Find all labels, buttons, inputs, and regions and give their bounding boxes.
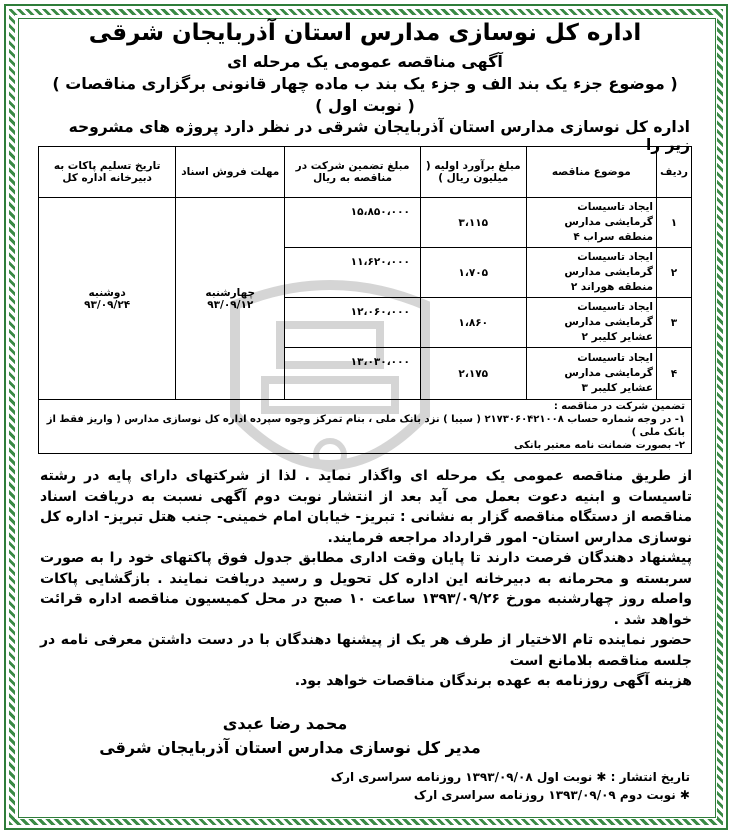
header-row-number: ردیف: [657, 147, 692, 198]
delivery-day: دوشنبه: [88, 286, 126, 299]
body-paragraph-2: پیشنهاد دهندگان فرصت دارند تا پایان وقت اداری مطابق جدول فوق پاکتهای خود را به صورت سربسته و محرمانه به دبیرخانه این اداره کل تحویل و رسید دریافت نمایند . بازگشایی پاکات واصله روز چهارشنبه مورخ ۱۳۹۳/۰۹/۲۶ ساعت ۱۰ صبح در محل کمیسیون مناقصه اداره قرائت خواهد شد .: [40, 550, 692, 628]
notice-round: ( نوبت اول ): [315, 96, 415, 115]
page-title: اداره کل نوسازی مدارس استان آذربایجان شرقی: [88, 20, 642, 46]
row-number: ۴: [657, 348, 692, 400]
notice-subtitle: آگهی مناقصه عمومی یک مرحله ای: [227, 52, 503, 71]
notice-subject: ( موضوع جزء یک بند الف و جزء یک بند ب ماده چهار قانونی برگزاری مناقصات ): [52, 74, 678, 93]
sale-date: ۹۳/۰۹/۱۲: [207, 298, 254, 311]
notes-item-2: ۲- بصورت ضمانت نامه معتبر بانکی: [514, 440, 685, 451]
table-header-row: [39, 147, 692, 198]
row-subject: ایجاد تاسیسات گرمایشی مدارس منطقه سراب ۴: [526, 198, 656, 248]
body-paragraph-3: حضور نماینده تام الاختیار از طرف هر یک از پیشنها دهندگان با در دست داشتن معرفی نامه در جلسه مناقصه بلامانع است: [40, 632, 692, 669]
row-subject: ایجاد تاسیسات گرمایشی مدارس منطقه هوراند ۲: [526, 248, 656, 298]
body-paragraph-4: هزینه آگهی روزنامه به عهده برندگان مناقصات خواهد بود.: [294, 673, 692, 689]
row-guarantee: ۱۱،۶۲۰،۰۰۰: [285, 248, 421, 298]
row-number: ۱: [657, 198, 692, 248]
row-subject: ایجاد تاسیسات گرمایشی مدارس عشایر کلیبر ۳: [526, 348, 656, 400]
sale-day: چهارشنبه: [205, 286, 256, 299]
table-row: [39, 198, 692, 248]
tenders-table: [38, 146, 692, 400]
row-subject: ایجاد تاسیسات گرمایشی مدارس عشایر کلیبر ۲: [526, 298, 656, 348]
guarantee-notes: [38, 396, 692, 454]
row-number: ۳: [657, 298, 692, 348]
header-sale-deadline: مهلت فروش اسناد: [176, 147, 285, 198]
row-guarantee: ۱۳،۰۳۰،۰۰۰: [285, 348, 421, 400]
row-guarantee: ۱۵،۸۵۰،۰۰۰: [285, 198, 421, 248]
sale-deadline-cell: [176, 198, 285, 400]
header-guarantee: مبلغ تضمین شرکت در مناقصه به ریال: [285, 147, 421, 198]
signatory-title: مدیر کل نوسازی مدارس استان آذربایجان شرقی: [99, 738, 481, 757]
row-number: ۲: [657, 248, 692, 298]
delivery-date-cell: [39, 198, 176, 400]
body-paragraph-1: از طریق مناقصه عمومی یک مرحله ای واگذار نماید . لذا از شرکتهای دارای پایه در رشته تاسیسات و ابنیه دعوت بعمل می آید بعد از انتشار نوبت دوم آگهی نسبت به دریافت اسناد مناقصه از دستگاه مناقصه گزار به نشانی : تبریز- خیابان امام خمینی- جنب هتل تبریز- اداره کل نوسازی مدارس استان- امور قرارداد مراجعه فرمایند.: [40, 468, 692, 546]
header-subject: موضوع مناقصه: [526, 147, 656, 198]
header-estimate: مبلغ برآورد اولیه ( میلیون ریال ): [420, 147, 526, 198]
row-guarantee: ۱۲،۰۶۰،۰۰۰: [285, 298, 421, 348]
row-estimate: ۱،۷۰۵: [420, 248, 526, 298]
notes-item-1: ۱- در وجه شماره حساب ۲۱۷۳۰۶۰۴۲۱۰۰۸ ( سیبا ) نزد بانک ملی ، بنام تمرکز وجوه سپرده اداره کل نوسازی مدارس ( واریز فقط از بانک ملی ): [46, 414, 685, 438]
intro-text: اداره کل نوسازی مدارس استان آذربایجان شرقی در نظر دارد پروژه های مشروحه زیر را: [68, 118, 690, 154]
notice-body: [40, 466, 692, 692]
notes-heading: تضمین شرکت در مناقصه :: [553, 401, 685, 412]
publication-date-1: تاریخ انتشار : ✱ نوبت اول ۱۳۹۳/۰۹/۰۸ روزنامه سراسری ارک: [330, 770, 690, 784]
signatory-name: محمد رضا عبدی: [222, 714, 348, 733]
header-delivery-date: تاریخ تسلیم پاکات به دبیرخانه اداره کل: [39, 147, 176, 198]
delivery-date: ۹۳/۰۹/۲۴: [84, 298, 131, 311]
publication-date-2: ✱ نوبت دوم ۱۳۹۳/۰۹/۰۹ روزنامه سراسری ارک: [413, 788, 690, 802]
row-estimate: ۲،۱۷۵: [420, 348, 526, 400]
row-estimate: ۳،۱۱۵: [420, 198, 526, 248]
row-estimate: ۱،۸۶۰: [420, 298, 526, 348]
